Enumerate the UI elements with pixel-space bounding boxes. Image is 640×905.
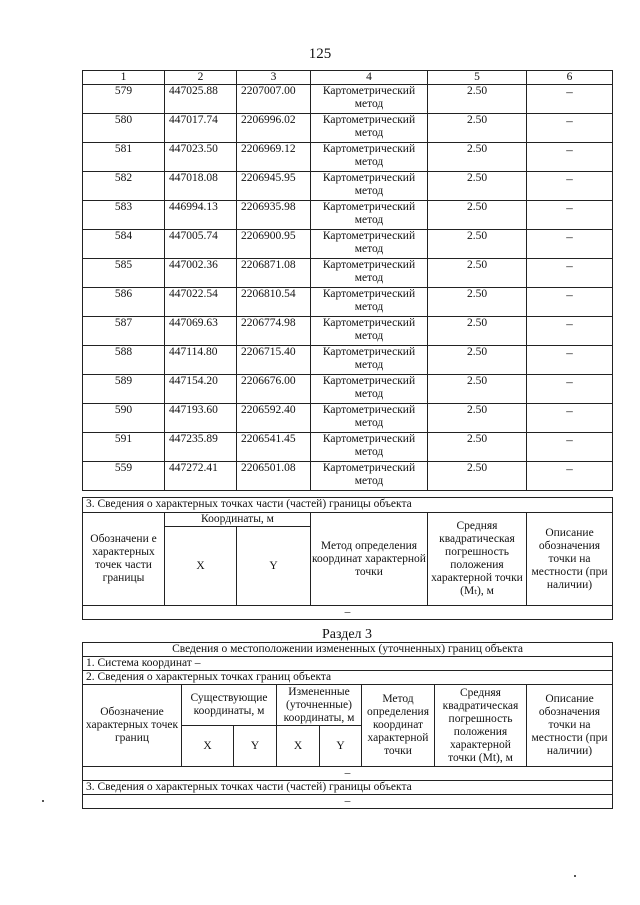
point-number-cell: 587 bbox=[83, 317, 165, 346]
description-cell: – bbox=[527, 85, 613, 114]
description-cell: – bbox=[527, 288, 613, 317]
y-coordinate-cell: 2206541.45 bbox=[237, 433, 311, 462]
mean-error-cell: 2.50 bbox=[428, 85, 527, 114]
mean-error-cell: 2.50 bbox=[428, 462, 527, 491]
table-row bbox=[83, 433, 613, 462]
existing-y-header: Y bbox=[234, 726, 277, 767]
y-coordinate-cell: 2206935.98 bbox=[237, 201, 311, 230]
parts-section-title: 3. Сведения о характерных точках части (частей) границы объекта bbox=[83, 498, 613, 513]
y-coordinate-cell: 2206715.40 bbox=[237, 346, 311, 375]
designation-header: Обозначени е характерных точек части границы bbox=[83, 513, 165, 606]
table-row bbox=[83, 85, 613, 114]
x-coordinate-cell: 447002.36 bbox=[165, 259, 237, 288]
y-coordinate-cell: 2206501.08 bbox=[237, 462, 311, 491]
description-cell: – bbox=[527, 404, 613, 433]
boundary-designation-header: Обозначение характерных точек границ bbox=[83, 685, 182, 767]
table-row bbox=[83, 143, 613, 172]
changed-boundaries-table bbox=[82, 642, 613, 809]
point-number-cell: 584 bbox=[83, 230, 165, 259]
description-cell: – bbox=[527, 201, 613, 230]
x-coordinate-cell: 447018.08 bbox=[165, 172, 237, 201]
col-6-header: 6 bbox=[527, 71, 613, 85]
x-coordinate-cell: 447017.74 bbox=[165, 114, 237, 143]
method-cell: Картометрический метод bbox=[311, 433, 428, 462]
y-coordinate-cell: 2206945.95 bbox=[237, 172, 311, 201]
table-row bbox=[83, 346, 613, 375]
point-number-cell: 583 bbox=[83, 201, 165, 230]
coordinate-system: 1. Система координат – bbox=[83, 657, 613, 671]
table-row bbox=[83, 404, 613, 433]
y-coordinate-cell: 2207007.00 bbox=[237, 85, 311, 114]
changed-x-header: X bbox=[277, 726, 320, 767]
points-empty-row: – bbox=[83, 767, 613, 781]
error-header: Средняя квадратическая погрешность положения характерной точки (Mₜ), м bbox=[428, 513, 527, 606]
existing-coordinates-header: Существующие координаты, м bbox=[182, 685, 277, 726]
section-3-subtitle: Сведения о местоположении измененных (уточненных) границ объекта bbox=[83, 643, 613, 657]
description-cell: – bbox=[527, 143, 613, 172]
description-cell: – bbox=[527, 172, 613, 201]
point-number-cell: 585 bbox=[83, 259, 165, 288]
point-number-cell: 588 bbox=[83, 346, 165, 375]
mean-error-cell: 2.50 bbox=[428, 433, 527, 462]
description-cell: – bbox=[527, 375, 613, 404]
mean-error-cell: 2.50 bbox=[428, 346, 527, 375]
description-cell: – bbox=[527, 433, 613, 462]
parts-points-table bbox=[82, 497, 613, 620]
existing-x-header: X bbox=[182, 726, 234, 767]
section-3-title: Раздел 3 bbox=[321, 627, 373, 642]
method-cell: Картометрический метод bbox=[311, 114, 428, 143]
mean-error-cell: 2.50 bbox=[428, 259, 527, 288]
parts-section-title: 3. Сведения о характерных точках части (частей) границы объекта bbox=[83, 781, 613, 795]
y-coordinate-cell: 2206810.54 bbox=[237, 288, 311, 317]
x-header: X bbox=[165, 527, 237, 606]
table-row bbox=[83, 259, 613, 288]
table-row bbox=[83, 230, 613, 259]
mean-error-cell: 2.50 bbox=[428, 201, 527, 230]
scan-speck bbox=[42, 800, 44, 802]
y-coordinate-cell: 2206969.12 bbox=[237, 143, 311, 172]
point-number-cell: 582 bbox=[83, 172, 165, 201]
method-cell: Картометрический метод bbox=[311, 317, 428, 346]
scan-speck bbox=[574, 875, 576, 877]
y-coordinate-cell: 2206996.02 bbox=[237, 114, 311, 143]
point-number-cell: 590 bbox=[83, 404, 165, 433]
mean-error-cell: 2.50 bbox=[428, 230, 527, 259]
x-coordinate-cell: 447114.80 bbox=[165, 346, 237, 375]
method-cell: Картометрический метод bbox=[311, 404, 428, 433]
parts-empty-row: – bbox=[83, 606, 613, 620]
description-header: Описание обозначения точки на местности (при наличии) bbox=[527, 685, 613, 767]
mean-error-cell: 2.50 bbox=[428, 143, 527, 172]
x-coordinate-cell: 447005.74 bbox=[165, 230, 237, 259]
description-cell: – bbox=[527, 317, 613, 346]
x-coordinate-cell: 447154.20 bbox=[165, 375, 237, 404]
table-row bbox=[83, 317, 613, 346]
point-number-cell: 581 bbox=[83, 143, 165, 172]
mean-error-cell: 2.50 bbox=[428, 317, 527, 346]
table-row bbox=[83, 375, 613, 404]
method-header: Метод определения координат характерной точки bbox=[362, 685, 435, 767]
col-4-header: 4 bbox=[311, 71, 428, 85]
page-number: 125 bbox=[308, 46, 332, 62]
changed-coordinates-header: Измененные (уточненные) координаты, м bbox=[277, 685, 362, 726]
table-header-row bbox=[83, 71, 613, 85]
point-number-cell: 589 bbox=[83, 375, 165, 404]
method-cell: Картометрический метод bbox=[311, 172, 428, 201]
method-cell: Картометрический метод bbox=[311, 375, 428, 404]
changed-y-header: Y bbox=[320, 726, 362, 767]
mean-error-cell: 2.50 bbox=[428, 114, 527, 143]
table-row bbox=[83, 462, 613, 491]
point-number-cell: 559 bbox=[83, 462, 165, 491]
method-cell: Картометрический метод bbox=[311, 288, 428, 317]
mean-error-cell: 2.50 bbox=[428, 288, 527, 317]
point-number-cell: 579 bbox=[83, 85, 165, 114]
point-number-cell: 586 bbox=[83, 288, 165, 317]
x-coordinate-cell: 447235.89 bbox=[165, 433, 237, 462]
x-coordinate-cell: 447069.63 bbox=[165, 317, 237, 346]
x-coordinate-cell: 447023.50 bbox=[165, 143, 237, 172]
method-cell: Картометрический метод bbox=[311, 85, 428, 114]
description-cell: – bbox=[527, 230, 613, 259]
boundary-points-table bbox=[82, 70, 613, 491]
y-coordinate-cell: 2206900.95 bbox=[237, 230, 311, 259]
method-cell: Картометрический метод bbox=[311, 259, 428, 288]
x-coordinate-cell: 447272.41 bbox=[165, 462, 237, 491]
y-coordinate-cell: 2206871.08 bbox=[237, 259, 311, 288]
x-coordinate-cell: 447022.54 bbox=[165, 288, 237, 317]
y-coordinate-cell: 2206592.40 bbox=[237, 404, 311, 433]
points-section-title: 2. Сведения о характерных точках границ объекта bbox=[83, 671, 613, 685]
description-cell: – bbox=[527, 346, 613, 375]
y-header: Y bbox=[237, 527, 311, 606]
table-row bbox=[83, 201, 613, 230]
x-coordinate-cell: 447193.60 bbox=[165, 404, 237, 433]
point-number-cell: 580 bbox=[83, 114, 165, 143]
y-coordinate-cell: 2206676.00 bbox=[237, 375, 311, 404]
description-header: Описание обозначения точки на местности (при наличии) bbox=[527, 513, 613, 606]
coordinates-header: Координаты, м bbox=[165, 513, 311, 527]
col-3-header: 3 bbox=[237, 71, 311, 85]
method-cell: Картометрический метод bbox=[311, 346, 428, 375]
col-2-header: 2 bbox=[165, 71, 237, 85]
method-cell: Картометрический метод bbox=[311, 462, 428, 491]
method-cell: Картометрический метод bbox=[311, 230, 428, 259]
description-cell: – bbox=[527, 114, 613, 143]
description-cell: – bbox=[527, 259, 613, 288]
description-cell: – bbox=[527, 462, 613, 491]
table-row bbox=[83, 114, 613, 143]
x-coordinate-cell: 446994.13 bbox=[165, 201, 237, 230]
method-cell: Картометрический метод bbox=[311, 201, 428, 230]
x-coordinate-cell: 447025.88 bbox=[165, 85, 237, 114]
error-header: Средняя квадратическая погрешность положения характерной точки (Mt), м bbox=[435, 685, 527, 767]
method-cell: Картометрический метод bbox=[311, 143, 428, 172]
col-5-header: 5 bbox=[428, 71, 527, 85]
table-row bbox=[83, 172, 613, 201]
col-1-header: 1 bbox=[83, 71, 165, 85]
mean-error-cell: 2.50 bbox=[428, 404, 527, 433]
y-coordinate-cell: 2206774.98 bbox=[237, 317, 311, 346]
parts-empty-row: – bbox=[83, 795, 613, 809]
method-header: Метод определения координат характерной точки bbox=[311, 513, 428, 606]
point-number-cell: 591 bbox=[83, 433, 165, 462]
table-row bbox=[83, 288, 613, 317]
mean-error-cell: 2.50 bbox=[428, 172, 527, 201]
mean-error-cell: 2.50 bbox=[428, 375, 527, 404]
